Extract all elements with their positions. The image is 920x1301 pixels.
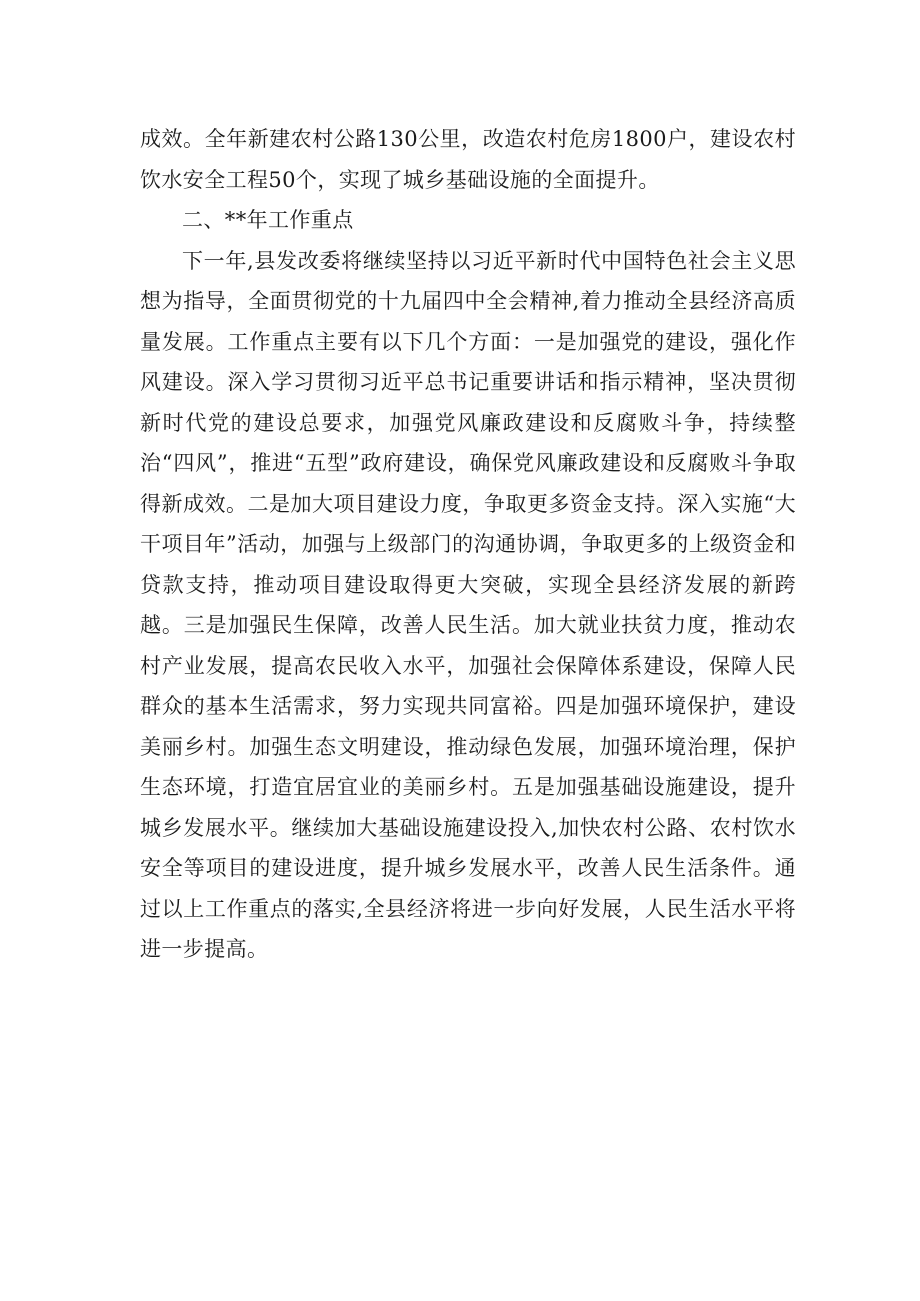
body-paragraph: 下一年,县发改委将继续坚持以习近平新时代中国特色社会主义思想为指导，全面贯彻党的十九届四中全会精神,着力推动全县经济高质量发展。工作重点主要有以下几个方面：一是加强党的建设，强化作风建设。深入学习贯彻习近平总书记重要讲话和指示精神，坚决贯彻新时代党的建设总要求，加强党风廉政建设和反腐败斗争，持续整治“四风”，推进“五型”政府建设，确保党风廉政建设和反腐败斗争取得新成效。二是加大项目建设力度，争取更多资金支持。深入实施“大干项目年”活动，加强与上级部门的沟通协调，争取更多的上级资金和贷款支持，推动项目建设取得更大突破，实现全县经济发展的新跨越。三是加强民生保障，改善人民生活。加大就业扶贫力度，推动农村产业发展，提高农民收入水平，加强社会保障体系建设，保障人民群众的基本生活需求，努力实现共同富裕。四是加强环境保护，建设美丽乡村。加强生态文明建设，推动绿色发展，加强环境治理，保护生态环境，打造宜居宜业的美丽乡村。五是加强基础设施建设，提升城乡发展水平。继续加大基础设施建设投入,加快农村公路、农村饮水安全等项目的建设进度，提升城乡发展水平，改善人民生活条件。通过以上工作重点的落实,全县经济将进一步向好发展，人民生活水平将进一步提高。 xyxy=(140,248,796,961)
section-heading: 二、**年工作重点 xyxy=(182,208,354,232)
intro-paragraph: 成效。全年新建农村公路130公里，改造农村危房1800户，建设农村饮水安全工程50个，实现了城乡基础设施的全面提升。 xyxy=(140,127,796,192)
document-body xyxy=(140,119,796,970)
